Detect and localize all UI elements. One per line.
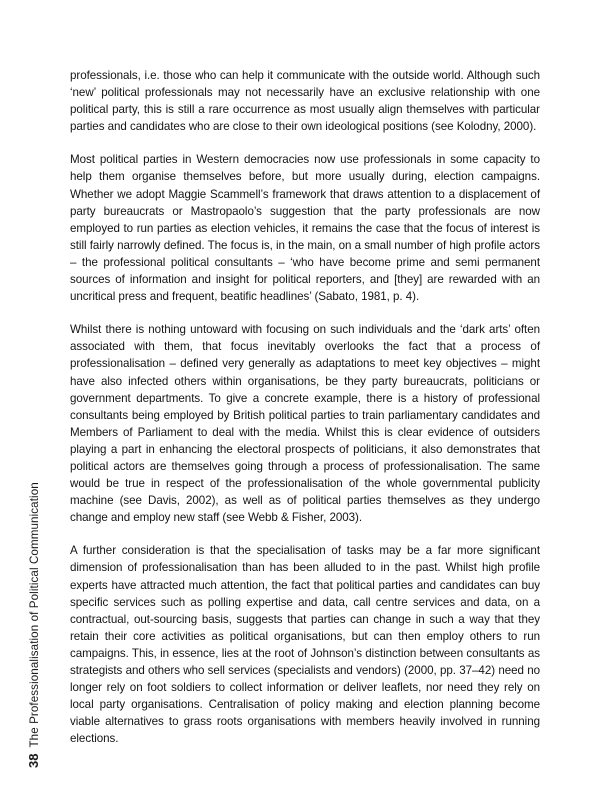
body-text [70, 67, 540, 747]
running-head [27, 482, 42, 768]
page-number: 38 [26, 753, 41, 768]
paragraph-4: A further consideration is that the specialisation of tasks may be a far more significant dimension of professionalisation than has been alluded to in the past. Whilst high profile experts have attracted much attention, the fact that political parties and candidates can buy specific services such as polling expertise and data, call centre services and data, on a contractual, out-sourcing basis, suggests that parties can change in such a way that they retain their core activities as political organisations, but can then employ others to run campaigns. This, in essence, lies at the root of Johnson’s distinction between consultants as strategists and others who sell services (specialists and vendors) (2000, pp. 37–42) need no longer rely on foot soldiers to collect information or deliver leaflets, nor need they rely on local party organisations. Centralisation of policy making and election planning become viable alternatives to grass roots organisations with members heavily involved in running elections. [70, 544, 540, 746]
paragraph-1: professionals, i.e. those who can help it communicate with the outside world. Although such ‘new’ political professionals may not necessarily have an exclusive relationship with one political party, this is still a rare occurrence as most usually align themselves with particular parties and candidates who are close to their own ideological positions (see Kolodny, 2000). [70, 69, 540, 134]
book-title: The Professionalisation of Political Communication [28, 482, 41, 748]
paragraph-3: Whilst there is nothing untoward with focusing on such individuals and the ‘dark arts’ often associated with them, that focus inevitably overlooks the fact that a process of professionalisation – defined very generally as adaptations to meet key objectives – might have also infected others within organisations, be they party bureaucrats, politicians or government departments. To give a concrete example, there is a history of professional consultants being employed by British political parties to train parliamentary candidates and Members of Parliament to deal with the media. Whilst this is clear evidence of outsiders playing a part in enhancing the electoral prospects of politicians, it also demonstrates that political actors are themselves going through a process of professionalisation. The same would be true in respect of the professionalisation of the whole governmental publicity machine (see Davis, 2002), as well as of political parties themselves as they undergo change and employ new staff (see Webb & Fisher, 2003). [70, 323, 540, 525]
paragraph-2: Most political parties in Western democracies now use professionals in some capacity to help them organise themselves before, but more usually during, election campaigns. Whether we adopt Maggie Scammell’s framework that draws attention to a displacement of party bureaucrats or Mastropaolo’s suggestion that the party professionals are now employed to run parties as election vehicles, it remains the case that the focus of interest is still fairly narrowly defined. The focus is, in the main, on a small number of high profile actors – the professional political consultants – ‘who have become prime and semi permanent sources of information and insight for political reporters, and [they] are rewarded with an uncritical press and frequent, beatific headlines’ (Sabato, 1981, p. 4). [70, 153, 540, 304]
